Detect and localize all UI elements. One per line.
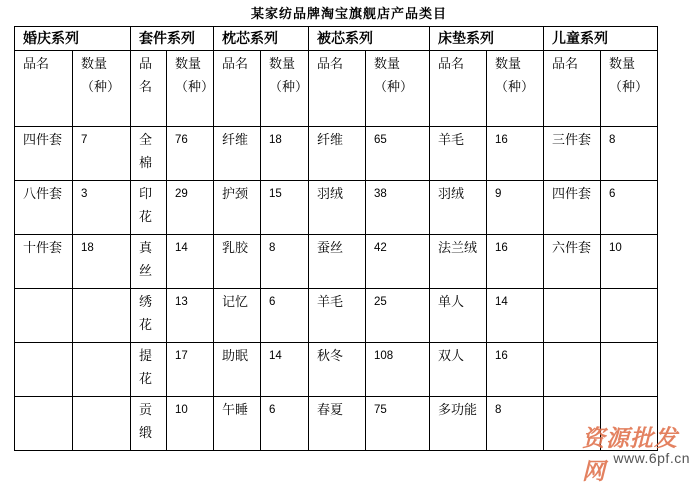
quantity-cell: 9	[487, 181, 544, 235]
quantity-cell: 3	[73, 181, 131, 235]
quantity-cell: 25	[366, 289, 430, 343]
quantity-cell: 16	[487, 235, 544, 289]
product-name-cell: 真丝	[131, 235, 167, 289]
quantity-cell: 8	[601, 127, 658, 181]
product-name-cell	[544, 343, 601, 397]
series-header: 被芯系列	[309, 27, 430, 51]
product-name-cell: 乳胶	[214, 235, 261, 289]
quantity-cell	[73, 289, 131, 343]
product-name-cell: 纤维	[309, 127, 366, 181]
column-header: 数量（种）	[487, 51, 544, 127]
quantity-cell: 6	[601, 181, 658, 235]
watermark-logo	[582, 416, 694, 485]
column-header: 数量（种）	[73, 51, 131, 127]
column-header: 数量（种）	[261, 51, 309, 127]
quantity-cell: 76	[167, 127, 214, 181]
quantity-cell: 14	[261, 343, 309, 397]
quantity-cell: 17	[167, 343, 214, 397]
product-category-table	[14, 26, 658, 451]
series-header: 儿童系列	[544, 27, 658, 51]
quantity-cell: 75	[366, 397, 430, 451]
watermark-text: 资源批发网	[582, 425, 678, 485]
quantity-cell: 18	[73, 235, 131, 289]
quantity-cell	[601, 289, 658, 343]
quantity-cell: 108	[366, 343, 430, 397]
product-name-cell: 双人	[430, 343, 487, 397]
series-header: 枕芯系列	[214, 27, 309, 51]
quantity-cell: 18	[261, 127, 309, 181]
quantity-cell: 10	[601, 235, 658, 289]
quantity-cell: 8	[261, 235, 309, 289]
column-header: 数量（种）	[366, 51, 430, 127]
quantity-cell: 16	[487, 343, 544, 397]
column-header: 品名	[214, 51, 261, 127]
series-header: 婚庆系列	[15, 27, 131, 51]
column-header: 品名	[15, 51, 73, 127]
column-header: 品名	[430, 51, 487, 127]
product-name-cell: 绣花	[131, 289, 167, 343]
quantity-cell: 7	[73, 127, 131, 181]
product-name-cell: 春夏	[309, 397, 366, 451]
quantity-cell: 14	[167, 235, 214, 289]
product-name-cell: 三件套	[544, 127, 601, 181]
product-name-cell	[15, 397, 73, 451]
product-name-cell: 蚕丝	[309, 235, 366, 289]
product-name-cell: 四件套	[544, 181, 601, 235]
product-name-cell: 十件套	[15, 235, 73, 289]
table-row	[15, 127, 658, 181]
column-header: 数量（种）	[167, 51, 214, 127]
quantity-cell	[601, 343, 658, 397]
column-header-row	[15, 51, 658, 127]
column-header: 品名	[544, 51, 601, 127]
watermark-url: www.6pf.cn	[613, 450, 690, 466]
product-name-cell: 护颈	[214, 181, 261, 235]
product-name-cell: 助眠	[214, 343, 261, 397]
table-row	[15, 181, 658, 235]
table-row	[15, 289, 658, 343]
product-name-cell: 羽绒	[309, 181, 366, 235]
product-name-cell	[544, 289, 601, 343]
product-name-cell: 秋冬	[309, 343, 366, 397]
quantity-cell: 38	[366, 181, 430, 235]
product-name-cell: 四件套	[15, 127, 73, 181]
quantity-cell: 10	[167, 397, 214, 451]
table-row	[15, 235, 658, 289]
product-name-cell: 单人	[430, 289, 487, 343]
quantity-cell: 14	[487, 289, 544, 343]
series-header-row	[15, 27, 658, 51]
product-name-cell	[15, 343, 73, 397]
quantity-cell: 16	[487, 127, 544, 181]
product-name-cell: 全棉	[131, 127, 167, 181]
product-name-cell: 贡缎	[131, 397, 167, 451]
column-header: 品名	[309, 51, 366, 127]
product-name-cell: 羊毛	[309, 289, 366, 343]
product-name-cell: 羽绒	[430, 181, 487, 235]
product-name-cell: 纤维	[214, 127, 261, 181]
product-name-cell: 六件套	[544, 235, 601, 289]
series-header: 床垫系列	[430, 27, 544, 51]
quantity-cell: 42	[366, 235, 430, 289]
product-name-cell: 提花	[131, 343, 167, 397]
product-name-cell: 午睡	[214, 397, 261, 451]
product-name-cell: 八件套	[15, 181, 73, 235]
product-name-cell: 法兰绒	[430, 235, 487, 289]
quantity-cell: 13	[167, 289, 214, 343]
table-row	[15, 343, 658, 397]
series-header: 套件系列	[131, 27, 214, 51]
quantity-cell	[73, 343, 131, 397]
quantity-cell: 6	[261, 397, 309, 451]
table-row	[15, 397, 658, 451]
quantity-cell: 8	[487, 397, 544, 451]
quantity-cell: 29	[167, 181, 214, 235]
column-header: 品名	[131, 51, 167, 127]
product-name-cell: 多功能	[430, 397, 487, 451]
page-title: 某家纺品牌淘宝旗舰店产品类目	[250, 7, 447, 22]
product-name-cell	[15, 289, 73, 343]
product-name-cell: 印花	[131, 181, 167, 235]
quantity-cell: 65	[366, 127, 430, 181]
quantity-cell: 6	[261, 289, 309, 343]
column-header: 数量（种）	[601, 51, 658, 127]
product-name-cell: 记忆	[214, 289, 261, 343]
quantity-cell: 15	[261, 181, 309, 235]
product-name-cell: 羊毛	[430, 127, 487, 181]
quantity-cell	[73, 397, 131, 451]
